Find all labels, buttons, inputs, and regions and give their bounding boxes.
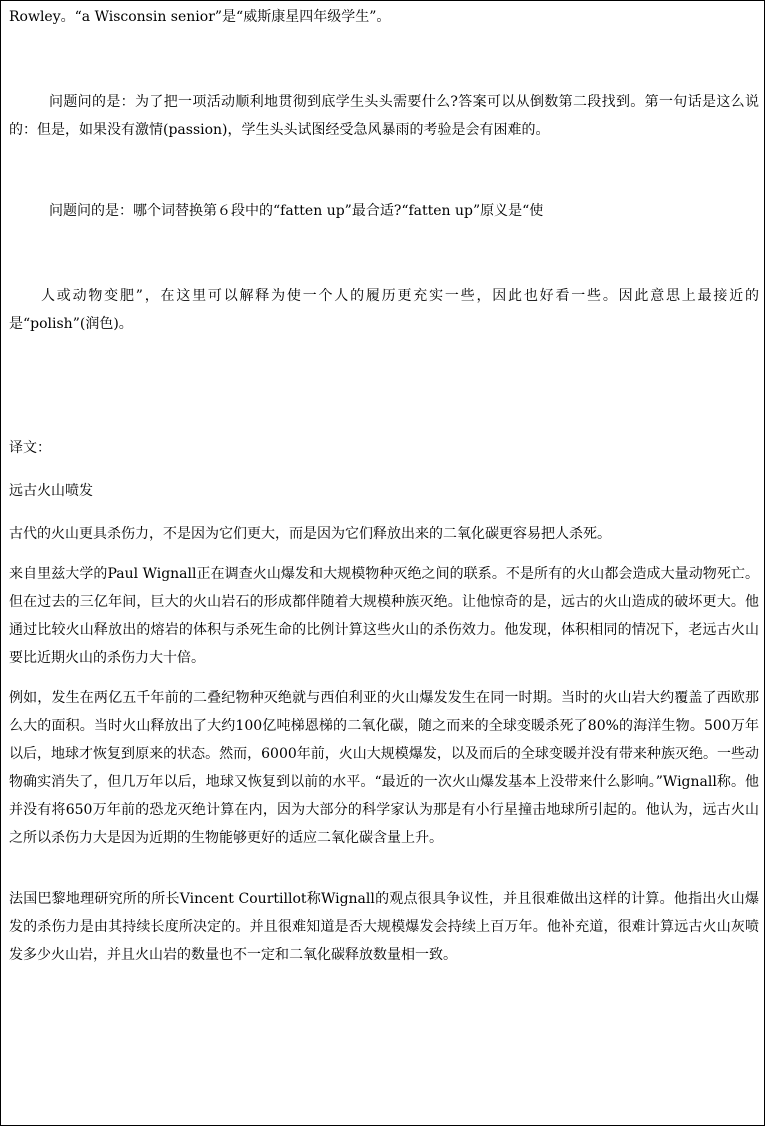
paragraph-question-passion: 问题问的是：为了把一项活动顺利地贯彻到底学生头头需要什么?答案可以从倒数第二段找到。第一句话是这么说的：但是，如果没有激情(passion)，学生头头试图经受急风暴雨的考验是会有困难的。 [9, 94, 759, 138]
paragraph-courtillot: 法国巴黎地理研究所的所长Vincent Courtillot称Wignall的观点很具争议性，并且很难做出这样的计算。他指出火山爆发的杀伤力是由其持续长度所决定的。并且很难知道是否大规模爆发会持续上百万年。他补充道，很难计算远古火山灰喷发多少火山岩，并且火山岩的数量也不一定和二氧化碳释放数量相一致。 [9, 891, 759, 963]
paragraph-rowley: Rowley。“a Wisconsin senior”是“威斯康星四年级学生”。 [9, 9, 391, 25]
paragraph-polish-explanation: 人或动物变肥”，在这里可以解释为使一个人的履历更充实一些，因此也好看一些。因此意思上最接近的是“polish”(润色)。 [9, 288, 759, 332]
translation-title: 远古火山喷发 [9, 483, 93, 499]
paragraph-question-fatten-up: 问题问的是：哪个词替换第６段中的“fatten up”最合适?“fatten up”原义是“使 [49, 203, 544, 219]
paragraph-permian: 例如，发生在两亿五千年前的二叠纪物种灭绝就与西伯利亚的火山爆发发生在同一时期。当时的火山岩大约覆盖了西欧那么大的面积。当时火山释放出了大约100亿吨梯恩梯的二氧化碳，随之而来的全球变暖杀死了80%的海洋生物。500万年以后，地球才恢复到原来的状态。然而，6000年前，火山大规模爆发，以及而后的全球变暖并没有带来种族灭绝。一些动物确实消失了，但几万年以后，地球又恢复到以前的水平。“最近的一次火山爆发基本上没带来什么影响。”Wignall称。他并没有将650万年前的恐龙灭绝计算在内，因为大部分的科学家认为那是有小行星撞击地球所引起的。他认为，远古火山之所以杀伤力大是因为近期的生物能够更好的适应二氧化碳含量上升。 [9, 690, 759, 846]
paragraph-wignall: 来自里兹大学的Paul Wignall正在调查火山爆发和大规模物种灭绝之间的联系。不是所有的火山都会造成大量动物死亡。但在过去的三亿年间，巨大的火山岩石的形成都伴随着大规模种族灭绝。让他惊奇的是，远古的火山造成的破坏更大。他通过比较火山释放出的熔岩的体积与杀死生命的比例计算这些火山的杀伤效力。他发现，体积相同的情况下，老远古火山要比近期火山的杀伤力大十倍。 [9, 566, 759, 666]
paragraph-intro: 古代的火山更具杀伤力，不是因为它们更大，而是因为它们释放出来的二氧化碳更容易把人杀死。 [9, 526, 611, 542]
translation-label: 译文： [9, 440, 51, 456]
